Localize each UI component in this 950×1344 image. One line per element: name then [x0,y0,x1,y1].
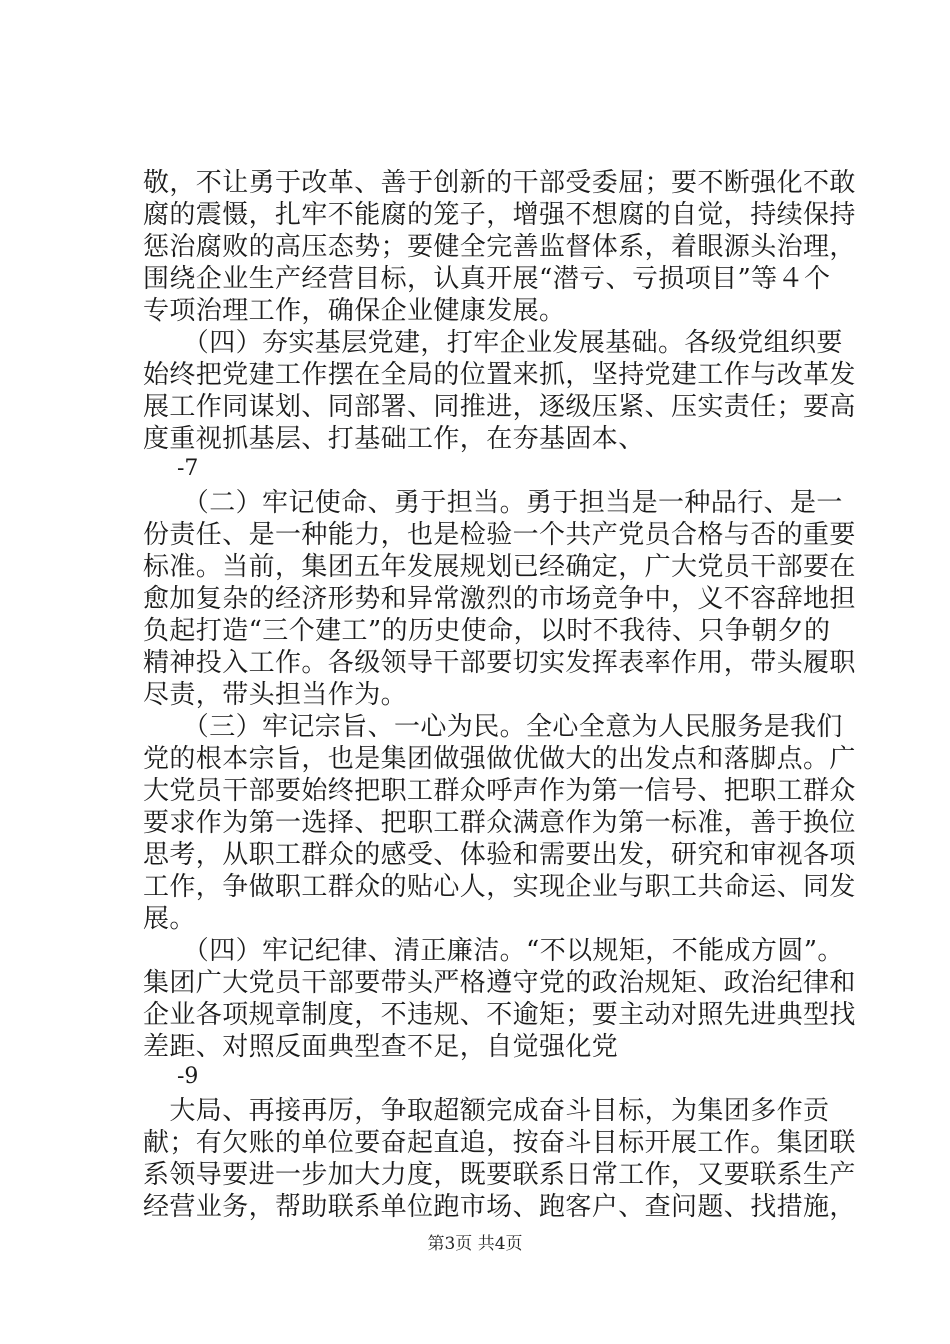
text-line: （三）牢记宗旨、一心为民。全心全意为人民服务是我们 [143,712,843,742]
text-line: 要求作为第一选择、把职工群众满意作为第一标准，善于换位 [143,808,856,838]
text-line: 围绕企业生产经营目标，认真开展“潜亏、亏损项目”等４个 [143,264,831,294]
text-line: 展工作同谋划、同部署、同推进，逐级压紧、压实责任；要高 [143,392,856,422]
text-line: 党的根本宗旨，也是集团做强做优做大的出发点和落脚点。广 [143,744,856,774]
text-line: 惩治腐败的高压态势；要健全完善监督体系，着眼源头治理， [143,232,856,262]
text-line: 经营业务，帮助联系单位跑市场、跑客户、查问题、找措施， [143,1192,856,1222]
text-line: 大局、再接再厉，争取超额完成奋斗目标，为集团多作贡 [143,1096,830,1126]
page-footer: 第3页 共4页 [427,1234,523,1254]
text-line: 份责任、是一种能力，也是检验一个共产党员合格与否的重要 [143,520,856,550]
text-line: 思考，从职工群众的感受、体验和需要出发，研究和审视各项 [143,840,856,870]
text-line: （四）牢记纪律、清正廉洁。“不以规矩，不能成方圆”。 [143,936,844,966]
text-line: 献；有欠账的单位要奋起直追，按奋斗目标开展工作。集团联 [143,1128,856,1158]
text-line: （二）牢记使命、勇于担当。勇于担当是一种品行、是一 [143,488,843,518]
text-line: 展。 [143,904,196,934]
text-line: 尽责，带头担当作为。 [143,680,408,710]
text-line: 敬，不让勇于改革、善于创新的干部受委屈；要不断强化不敢 [143,168,856,198]
text-line: 愈加复杂的经济形势和异常激烈的市场竞争中，义不容辞地担 [143,584,856,614]
text-line: 专项治理工作，确保企业健康发展。 [143,296,566,326]
text-line: 集团广大党员干部要带头严格遵守党的政治规矩、政治纪律和 [143,968,856,998]
text-line: 始终把党建工作摆在全局的位置来抓，坚持党建工作与改革发 [143,360,856,390]
text-line: 企业各项规章制度，不违规、不逾矩；要主动对照先进典型找 [143,1000,856,1030]
text-line: 工作，争做职工群众的贴心人，实现企业与职工共命运、同发 [143,872,856,902]
page-marker: -9 [177,1064,199,1089]
text-line: 度重视抓基层、打基础工作，在夯基固本、 [143,424,645,454]
text-line: 精神投入工作。各级领导干部要切实发挥表率作用，带头履职 [143,648,856,678]
text-line: 腐的震慑，扎牢不能腐的笼子，增强不想腐的自觉，持续保持 [143,200,856,230]
text-line: 差距、对照反面典型查不足，自觉强化党 [143,1032,619,1062]
text-line: 标准。当前，集团五年发展规划已经确定，广大党员干部要在 [143,552,856,582]
text-line: 大党员干部要始终把职工群众呼声作为第一信号、把职工群众 [143,776,856,806]
text-line: 负起打造“三个建工”的历史使命，以时不我待、只争朝夕的 [143,616,831,646]
page-marker: -7 [177,456,199,481]
text-line: 系领导要进一步加大力度，既要联系日常工作，又要联系生产 [143,1160,856,1190]
text-line: （四）夯实基层党建，打牢企业发展基础。各级党组织要 [143,328,843,358]
